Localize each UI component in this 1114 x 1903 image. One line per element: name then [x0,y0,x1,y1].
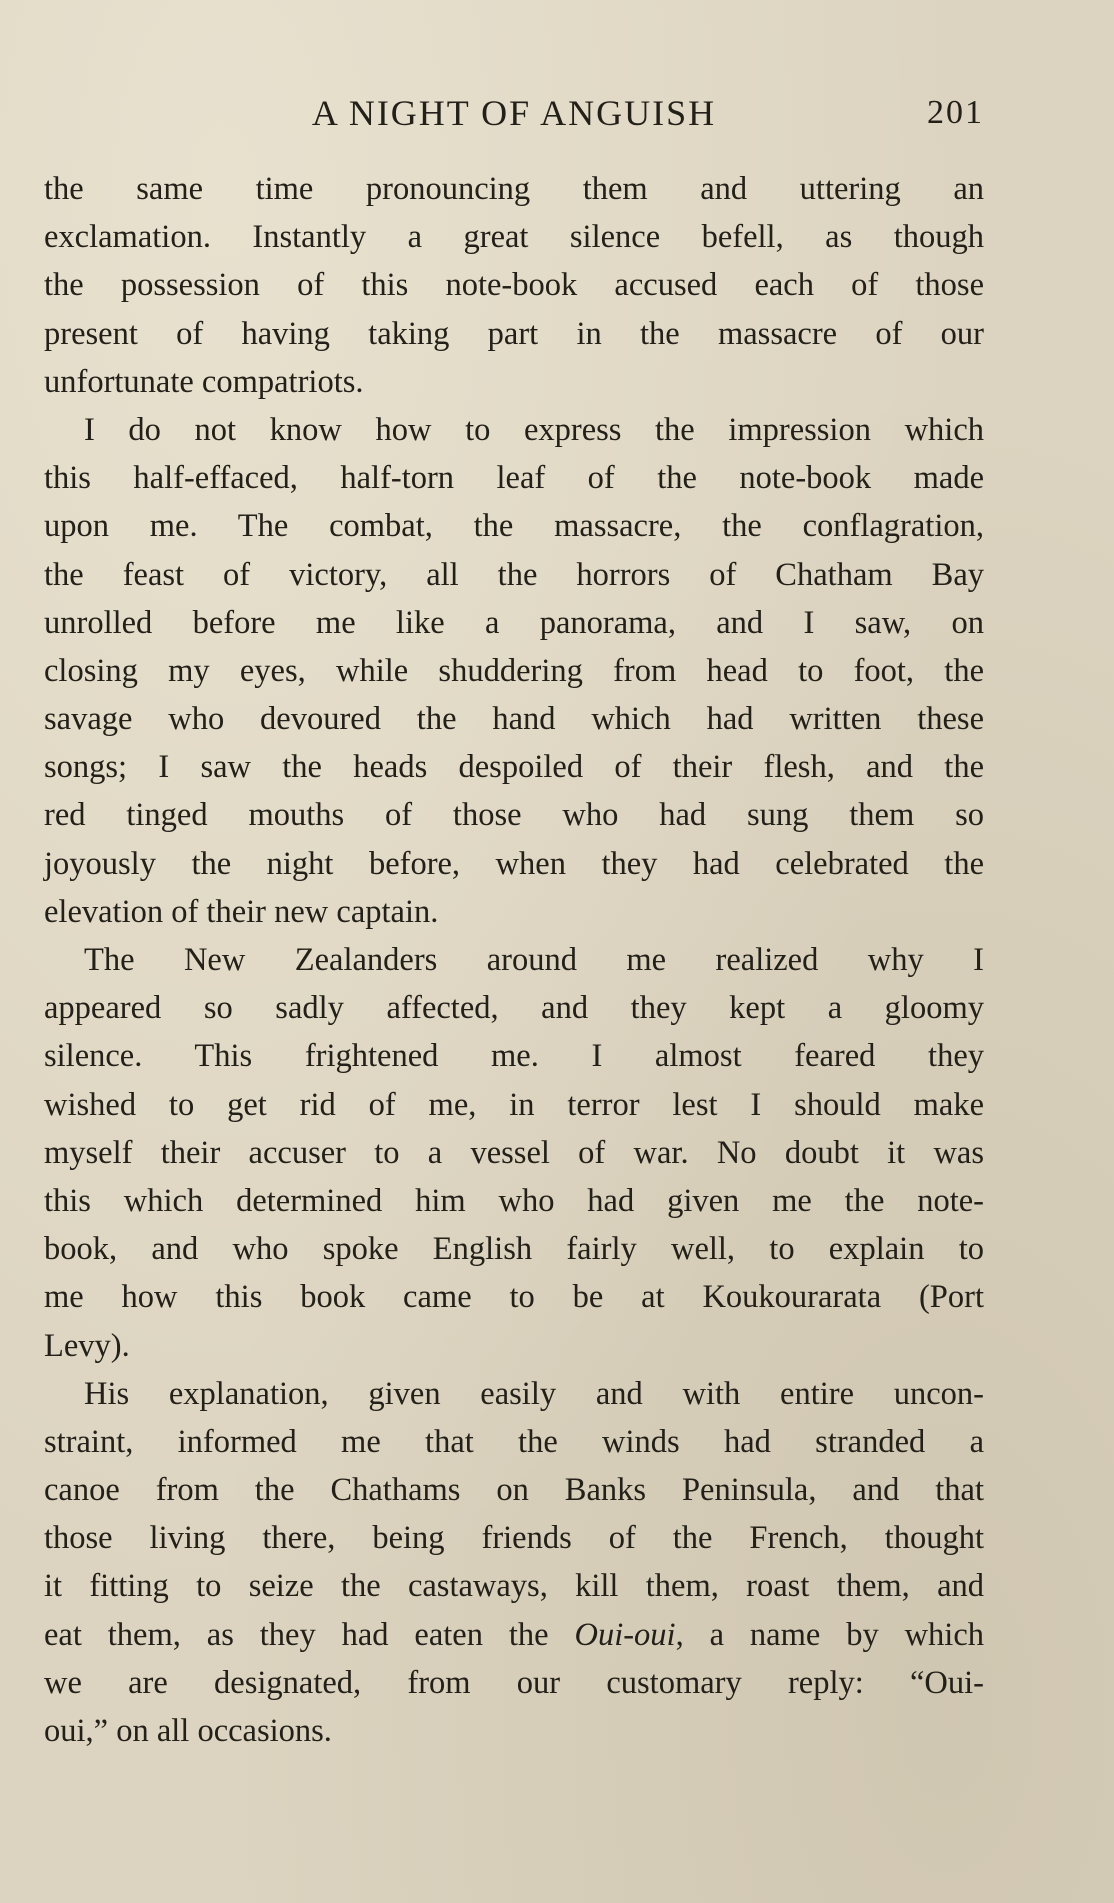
text-line: wished to get rid of me, in terror lest I should make [44,1086,984,1123]
text-line: this which determined him who had given me the note- [44,1182,984,1219]
text-line: closing my eyes, while shuddering from head to foot, the [44,652,984,689]
text-line: His explanation, given easily and with entire uncon- [84,1375,984,1412]
text-line: the feast of victory, all the horrors of Chatham Bay [44,556,984,593]
text-line: unfortunate compatriots. [44,363,364,400]
text-line: The New Zealanders around me realized why I [84,942,984,978]
text-line: I do not know how to express the impression which [84,411,984,448]
text-line: canoe from the Chathams on Banks Peninsula, and that [44,1472,984,1509]
text-line: present of having taking part in the massacre of our [44,315,984,352]
italic-term: Oui-oui [574,1616,676,1653]
text-line: appeared so sadly affected, and they kept a gloomy [44,990,984,1027]
line-text-before: eat them, as they had eaten the [44,1616,575,1653]
text-line-with-italic [44,1611,984,1659]
running-head [44,88,984,138]
text-line: exclamation. Instantly a great silence befell, as though [44,219,984,256]
text-line: we are designated, from our customary reply: “Oui- [44,1664,984,1701]
text-line: red tinged mouths of those who had sung them so [44,797,984,834]
text-line: the same time pronouncing them and uttering an [44,171,984,207]
text-line: Levy). [44,1327,130,1364]
text-line: straint, informed me that the winds had stranded a [44,1423,984,1460]
text-line: unrolled before me like a panorama, and I saw, on [44,604,984,641]
line-text-after: , a name by which [675,1616,985,1653]
text-line: the possession of this note-book accused each of those [44,267,984,304]
text-line: elevation of their new captain. [44,893,439,930]
body-text [44,165,984,1755]
text-line: upon me. The combat, the massacre, the conflagration, [44,508,984,545]
text-line: this half-effaced, half-torn leaf of the note-book made [44,460,984,497]
text-line: me how this book came to be at Koukourarata (Port [44,1279,984,1316]
text-line: oui,” on all occasions. [44,1713,332,1749]
text-line: savage who devoured the hand which had written these [44,701,984,738]
text-line: those living there, being friends of the French, thought [44,1520,984,1557]
text-line: songs; I saw the heads despoiled of their flesh, and the [44,749,984,786]
text-line: joyously the night before, when they had celebrated the [44,845,984,882]
text-line: it fitting to seize the castaways, kill them, roast them, and [44,1568,984,1605]
text-line: silence. This frightened me. I almost feared they [44,1038,984,1075]
page-number: 201 [927,94,984,131]
running-title: A NIGHT OF ANGUISH [311,93,717,133]
text-line: book, and who spoke English fairly well, to explain to [44,1231,984,1268]
text-line: myself their accuser to a vessel of war. No doubt it was [44,1134,984,1171]
